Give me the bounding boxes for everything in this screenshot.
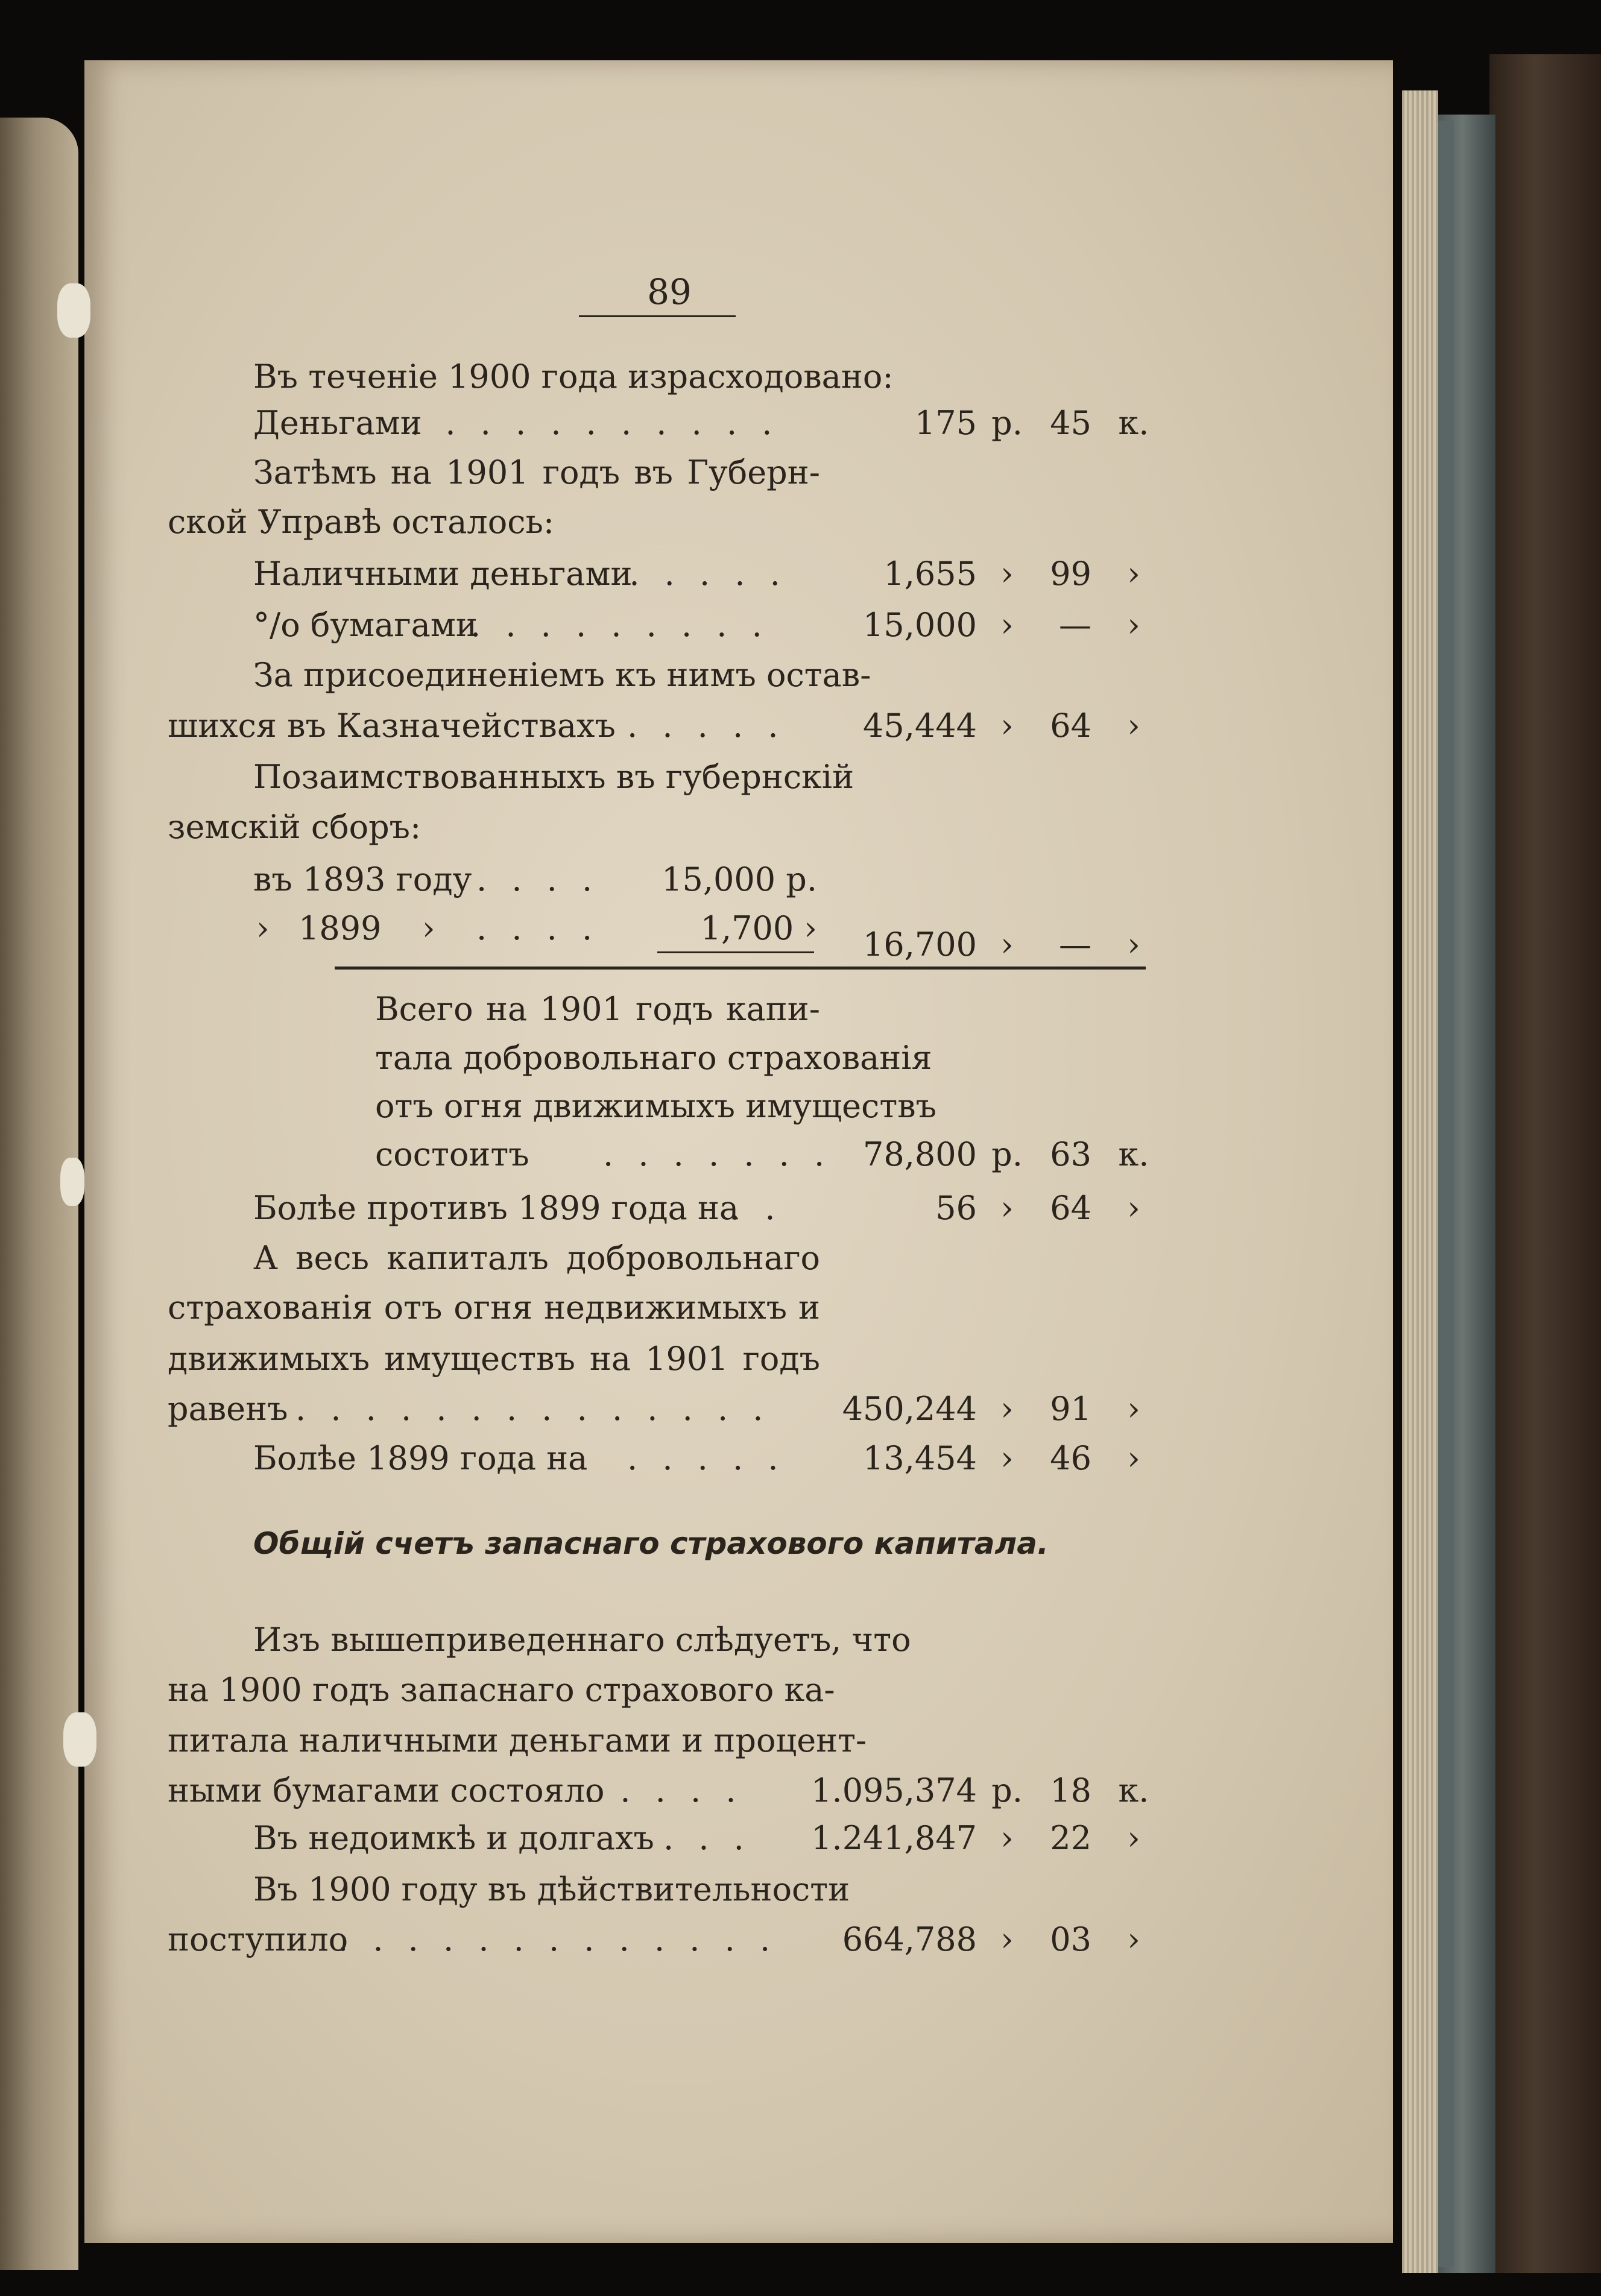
amount-kop: 63 [1050, 1135, 1091, 1173]
text-line: Въ теченіе 1900 года израсходовано: [253, 358, 894, 396]
amount-unit: › [1000, 555, 1014, 593]
text-line: поступило [168, 1920, 349, 1958]
amount-k: к. [1118, 1771, 1149, 1809]
amount-kop: 46 [1050, 1439, 1091, 1477]
text-line: движимыхъ имуществъ на 1901 годъ [168, 1340, 820, 1378]
leader-dots: . . . . . . . [603, 1135, 832, 1173]
amount-unit: › [1000, 1920, 1014, 1958]
amount-kop: 18 [1050, 1771, 1091, 1809]
amount-rub: 450,244 [842, 1390, 977, 1428]
amount-k: › [1127, 1819, 1140, 1857]
amount-k: › [1127, 926, 1140, 964]
text-line: страхованія отъ огня недвижимыхъ и [168, 1288, 820, 1326]
amount-kop: — [1059, 926, 1091, 964]
text-line: тала добровольнаго страхованія [375, 1039, 932, 1077]
amount-unit: › [1000, 1189, 1014, 1227]
leader-dots: . . . . . . . . . . . . . . [295, 1390, 771, 1428]
amount-rub: 56 [935, 1189, 977, 1227]
page-edge-strip-inner [1438, 121, 1454, 2267]
leader-dots: . . . . . . . . . . . . . [338, 1920, 778, 1958]
leader-dots: . . . [663, 1819, 751, 1857]
ditto-mark: › [256, 909, 270, 947]
amount-unit: › [1000, 1439, 1014, 1477]
section-heading: Общій счетъ запаснаго страхового капитала. [253, 1526, 1049, 1561]
text-line: Деньгами [253, 404, 422, 442]
amount-rub: 15,000 [863, 606, 977, 644]
page-number-rule [579, 315, 736, 317]
amount-k: к. [1118, 404, 1149, 442]
text-line: Всего на 1901 годъ капи- [375, 990, 820, 1028]
amount-k: › [1127, 555, 1140, 593]
leader-dots: . . . . . . . . . [470, 606, 769, 644]
leader-dots: . . . . . [585, 1771, 744, 1809]
text-line: 1899 [298, 909, 382, 947]
text-line: Болѣе противъ 1899 года на [253, 1189, 739, 1227]
text-line: Въ 1900 году въ дѣйствительности [253, 1870, 850, 1908]
text-line: °/о бумагами [253, 606, 478, 644]
amount-rub: 1.241,847 [811, 1819, 977, 1857]
binding-thread [57, 283, 90, 338]
text-line: въ 1893 году [253, 860, 472, 898]
amount-rub: 1.095,374 [811, 1771, 977, 1809]
leader-dots: . . . . [476, 909, 600, 947]
text-line: За присоединеніемъ къ нимъ остав- [253, 656, 871, 694]
sub-amount: 15,000 р. [662, 860, 817, 898]
amount-k: › [1127, 1189, 1140, 1227]
amount-rub: 78,800 [863, 1135, 977, 1173]
amount-k: › [1127, 606, 1140, 644]
leader-dots: . . . . . [627, 707, 786, 745]
text-line: Затѣмъ на 1901 годъ въ Губерн- [253, 453, 820, 491]
leader-dots: . . . . . [627, 1439, 786, 1477]
amount-unit: › [1000, 707, 1014, 745]
amount-unit: › [1000, 926, 1014, 964]
amount-rub: 45,444 [863, 707, 977, 745]
amount-rub: 1,655 [883, 555, 977, 593]
amount-k: › [1127, 1439, 1140, 1477]
amount-k: › [1127, 1390, 1140, 1428]
text-line: состоитъ [375, 1135, 529, 1173]
amount-rub: 175 [914, 404, 977, 442]
amount-kop: — [1059, 606, 1091, 644]
amount-k: › [1127, 1920, 1140, 1958]
leader-dots: . . . . . . . . . . . [410, 404, 780, 442]
text-line: шихся въ Казначействахъ [168, 707, 616, 745]
text-line: Наличными деньгами [253, 555, 633, 593]
text-line: земскій сборъ: [168, 808, 422, 846]
leader-dots: . . [730, 1189, 783, 1227]
amount-kop: 64 [1050, 1189, 1091, 1227]
amount-rub: 664,788 [842, 1920, 977, 1958]
text-line: ской Управѣ осталось: [168, 503, 555, 541]
amount-rub: 13,454 [863, 1439, 977, 1477]
amount-k: к. [1118, 1135, 1149, 1173]
sum-rule [657, 951, 814, 953]
amount-kop: 22 [1050, 1819, 1091, 1857]
total-rule [335, 967, 1146, 970]
sub-amount: 1,700 › [700, 909, 817, 947]
text-line: А весь капиталъ добровольнаго [253, 1239, 820, 1277]
text-line: отъ огня движимыхъ имуществъ [375, 1087, 936, 1125]
text-line: равенъ [168, 1390, 288, 1428]
book-cover [1489, 54, 1601, 2273]
text-line: на 1900 годъ запаснаго страхового ка- [168, 1671, 835, 1709]
text-line: Болѣе 1899 года на [253, 1439, 588, 1477]
leader-dots: . . . . . . [594, 555, 788, 593]
page-number: 89 [647, 271, 692, 312]
amount-unit: р. [991, 1771, 1023, 1809]
amount-kop: 45 [1050, 404, 1091, 442]
amount-unit: р. [991, 404, 1023, 442]
leader-dots: . . . . [476, 860, 600, 898]
binding-thread [60, 1158, 84, 1206]
amount-rub: 16,700 [863, 926, 977, 964]
amount-kop: 99 [1050, 555, 1091, 593]
binding-thread [63, 1712, 96, 1767]
page-edges [1402, 90, 1438, 2273]
amount-kop: 91 [1050, 1390, 1091, 1428]
amount-unit: › [1000, 606, 1014, 644]
ditto-mark: › [422, 909, 435, 947]
amount-kop: 64 [1050, 707, 1091, 745]
amount-unit: р. [991, 1135, 1023, 1173]
text-line: Изъ вышеприведеннаго слѣдуетъ, что [253, 1621, 911, 1659]
text-line: питала наличными деньгами и процент- [168, 1721, 867, 1759]
text-line: Позаимствованныхъ въ губернскій [253, 758, 854, 796]
amount-k: › [1127, 707, 1140, 745]
text-line: Въ недоимкѣ и долгахъ [253, 1819, 654, 1857]
amount-unit: › [1000, 1819, 1014, 1857]
amount-unit: › [1000, 1390, 1014, 1428]
amount-kop: 03 [1050, 1920, 1091, 1958]
text-line: ными бумагами состояло [168, 1771, 605, 1809]
